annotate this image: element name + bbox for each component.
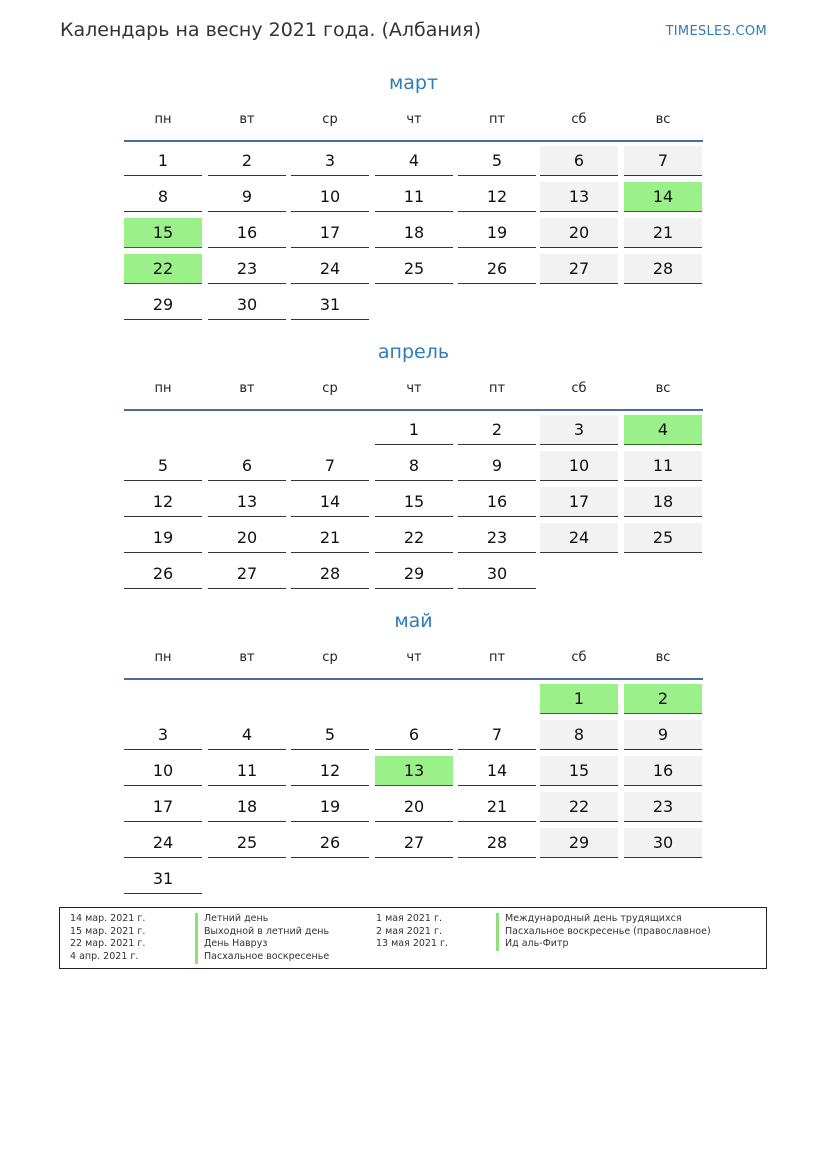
- legend-date: 22 мар. 2021 г.: [70, 938, 146, 950]
- day-cell: 7: [624, 146, 702, 176]
- weekday-label: пн: [154, 650, 172, 665]
- weekday-label: пн: [154, 112, 172, 127]
- day-cell: 26: [291, 828, 369, 858]
- day-cell: 26: [458, 254, 536, 284]
- holiday-legend: [59, 907, 767, 969]
- holiday-day-cell: 2: [624, 684, 702, 714]
- day-cell: 5: [291, 720, 369, 750]
- day-cell: 21: [624, 218, 702, 248]
- weekday-label: ср: [322, 112, 338, 127]
- day-cell: 25: [624, 523, 702, 553]
- holiday-day-cell: 4: [624, 415, 702, 445]
- day-cell: 8: [375, 451, 453, 481]
- month-block: [124, 70, 703, 314]
- day-cell: 24: [124, 828, 202, 858]
- day-cell: 5: [458, 146, 536, 176]
- legend-holiday-name: Пасхальное воскресенье: [195, 951, 329, 964]
- day-cell: 11: [375, 182, 453, 212]
- month-title: май: [394, 610, 433, 632]
- page-title: Календарь на весну 2021 года. (Албания): [60, 19, 481, 41]
- day-cell: 16: [624, 756, 702, 786]
- day-cell: 18: [624, 487, 702, 517]
- day-cell: 21: [291, 523, 369, 553]
- day-cell: 23: [624, 792, 702, 822]
- day-cell: 22: [375, 523, 453, 553]
- day-cell: 5: [124, 451, 202, 481]
- weekday-label: вс: [655, 381, 671, 396]
- day-cell: 9: [624, 720, 702, 750]
- holiday-day-cell: 15: [124, 218, 202, 248]
- month-title: март: [388, 72, 439, 94]
- day-cell: 19: [458, 218, 536, 248]
- month-block: [124, 608, 703, 888]
- brand-link[interactable]: TIMESLES.COM: [665, 24, 767, 39]
- day-cell: 3: [540, 415, 618, 445]
- weekday-label: чт: [406, 650, 422, 665]
- day-cell: 10: [124, 756, 202, 786]
- day-cell: 24: [540, 523, 618, 553]
- legend-holiday-name: День Навруз: [195, 938, 267, 951]
- day-cell: 12: [291, 756, 369, 786]
- holiday-day-cell: 22: [124, 254, 202, 284]
- day-cell: 20: [540, 218, 618, 248]
- day-cell: 27: [208, 559, 286, 589]
- day-cell: 28: [458, 828, 536, 858]
- day-cell: 1: [375, 415, 453, 445]
- day-cell: 13: [540, 182, 618, 212]
- day-cell: 27: [540, 254, 618, 284]
- day-cell: 21: [458, 792, 536, 822]
- legend-holiday-name: Международный день трудящихся: [496, 913, 682, 926]
- day-cell: 10: [291, 182, 369, 212]
- weekday-header: [124, 373, 703, 411]
- weekday-label: вт: [239, 650, 255, 665]
- day-cell: 7: [291, 451, 369, 481]
- day-cell: 16: [458, 487, 536, 517]
- day-cell: 6: [540, 146, 618, 176]
- weekday-header: [124, 642, 703, 680]
- day-cell: 12: [124, 487, 202, 517]
- day-cell: 14: [291, 487, 369, 517]
- day-cell: 13: [208, 487, 286, 517]
- day-cell: 30: [624, 828, 702, 858]
- month-block: [124, 339, 703, 583]
- day-cell: 27: [375, 828, 453, 858]
- day-cell: 17: [124, 792, 202, 822]
- day-cell: 29: [124, 290, 202, 320]
- day-cell: 11: [208, 756, 286, 786]
- day-cell: 14: [458, 756, 536, 786]
- day-cell: 24: [291, 254, 369, 284]
- weekday-label: сб: [571, 381, 587, 396]
- legend-date: 4 апр. 2021 г.: [70, 951, 139, 963]
- day-cell: 10: [540, 451, 618, 481]
- legend-holiday-name: Ид аль-Фитр: [496, 938, 569, 951]
- day-cell: 25: [208, 828, 286, 858]
- day-cell: 18: [208, 792, 286, 822]
- day-cell: 23: [458, 523, 536, 553]
- weekday-label: пт: [488, 650, 506, 665]
- day-cell: 20: [375, 792, 453, 822]
- day-cell: 12: [458, 182, 536, 212]
- legend-date: 2 мая 2021 г.: [376, 925, 442, 937]
- day-cell: 2: [208, 146, 286, 176]
- day-cell: 6: [208, 451, 286, 481]
- weekday-label: пт: [488, 381, 506, 396]
- day-cell: 4: [375, 146, 453, 176]
- day-cell: 30: [208, 290, 286, 320]
- weekday-label: чт: [406, 381, 422, 396]
- day-cell: 31: [291, 290, 369, 320]
- weekday-label: вс: [655, 650, 671, 665]
- day-cell: 3: [124, 720, 202, 750]
- day-cell: 15: [375, 487, 453, 517]
- day-cell: 19: [124, 523, 202, 553]
- day-cell: 3: [291, 146, 369, 176]
- day-cell: 30: [458, 559, 536, 589]
- day-cell: 7: [458, 720, 536, 750]
- day-cell: 31: [124, 864, 202, 894]
- holiday-day-cell: 14: [624, 182, 702, 212]
- day-cell: 29: [540, 828, 618, 858]
- weekday-label: вс: [655, 112, 671, 127]
- day-cell: 11: [624, 451, 702, 481]
- day-cell: 29: [375, 559, 453, 589]
- holiday-day-cell: 1: [540, 684, 618, 714]
- weekday-label: сб: [571, 112, 587, 127]
- holiday-day-cell: 13: [375, 756, 453, 786]
- day-cell: 2: [458, 415, 536, 445]
- legend-holiday-name: Выходной в летний день: [195, 926, 329, 939]
- day-cell: 25: [375, 254, 453, 284]
- month-title: апрель: [377, 341, 450, 363]
- day-cell: 17: [291, 218, 369, 248]
- legend-date: 15 мар. 2021 г.: [70, 925, 146, 937]
- weekday-label: пт: [488, 112, 506, 127]
- weekday-label: чт: [406, 112, 422, 127]
- day-cell: 20: [208, 523, 286, 553]
- day-cell: 16: [208, 218, 286, 248]
- day-cell: 8: [124, 182, 202, 212]
- legend-holiday-name: Пасхальное воскресенье (православное): [496, 926, 711, 939]
- legend-date: 1 мая 2021 г.: [376, 913, 442, 924]
- day-cell: 26: [124, 559, 202, 589]
- weekday-label: пн: [154, 381, 172, 396]
- day-cell: 28: [291, 559, 369, 589]
- legend-date: 13 мая 2021 г.: [376, 938, 449, 950]
- day-cell: 17: [540, 487, 618, 517]
- day-cell: 28: [624, 254, 702, 284]
- day-cell: 4: [208, 720, 286, 750]
- day-cell: 23: [208, 254, 286, 284]
- weekday-header: [124, 104, 703, 142]
- day-cell: 8: [540, 720, 618, 750]
- weekday-label: вт: [239, 381, 255, 396]
- day-cell: 18: [375, 218, 453, 248]
- weekday-label: ср: [322, 650, 338, 665]
- weekday-label: вт: [239, 112, 255, 127]
- day-cell: 9: [208, 182, 286, 212]
- day-cell: 22: [540, 792, 618, 822]
- day-cell: 19: [291, 792, 369, 822]
- day-cell: 6: [375, 720, 453, 750]
- weekday-label: сб: [571, 650, 587, 665]
- weekday-label: ср: [322, 381, 338, 396]
- day-cell: 15: [540, 756, 618, 786]
- day-cell: 1: [124, 146, 202, 176]
- day-cell: 9: [458, 451, 536, 481]
- legend-date: 14 мар. 2021 г.: [70, 913, 146, 924]
- legend-holiday-name: Летний день: [195, 913, 268, 926]
